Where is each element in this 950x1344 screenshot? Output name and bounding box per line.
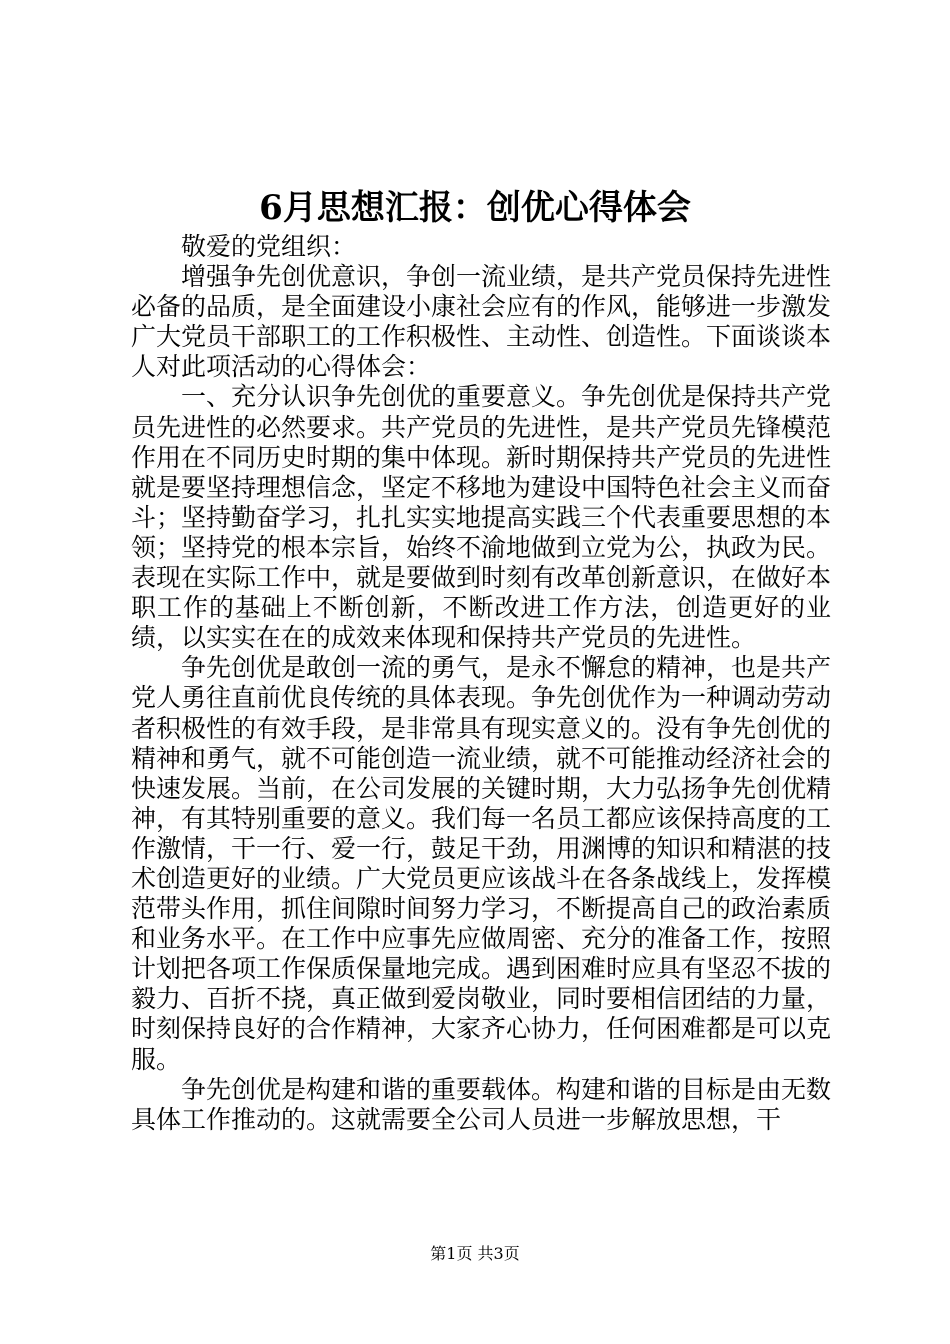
page-footer: 第1页 共3页 — [430, 1244, 520, 1263]
paragraph: 一、充分认识争先创优的重要意义。争先创优是保持共产党员先进性的必然要求。共产党员的先进性，是共产党员先锋模范作用在不同历史时期的集中体现。新时期保持共产党员的先进性就是要坚持理想信念，坚定不移地为建设中国特色社会主义而奋斗；坚持勤奋学习，扎扎实实地提高实践三个代表重要思想的本领；坚持党的根本宗旨，始终不渝地做到立党为公，执政为民。表现在实际工作中，就是要做到时刻有改革创新意识，在做好本职工作的基础上不断创新，不断改进工作方法，创造更好的业绩，以实实在在的成效来体现和保持共产党员的先进性。 — [131, 382, 832, 653]
salutation: 敬爱的党组织： — [181, 232, 357, 261]
document-title: 6月思想汇报：创优心得体会 — [259, 188, 691, 228]
paragraph: 增强争先创优意识，争创一流业绩，是共产党员保持先进性必备的品质，是全面建设小康社会应有的作风，能够进一步激发广大党员干部职工的工作积极性、主动性、创造性。下面谈谈本人对此项活动的心得体会： — [131, 262, 832, 382]
paragraph: 争先创优是敢创一流的勇气，是永不懈怠的精神，也是共产党人勇往直前优良传统的具体表现。争先创优作为一种调动劳动者积极性的有效手段，是非常具有现实意义的。没有争先创优的精神和勇气，就不可能创造一流业绩，就不可能推动经济社会的快速发展。当前，在公司发展的关键时期，大力弘扬争先创优精神，有其特别重要的意义。我们每一名员工都应该保持高度的工作激情，干一行、爱一行，鼓足干劲，用渊博的知识和精湛的技术创造更好的业绩。广大党员更应该战斗在各条战线上，发挥模范带头作用，抓住间隙时间努力学习，不断提高自己的政治素质和业务水平。在工作中应事先应做周密、充分的准备工作，按照计划把各项工作保质保量地完成。遇到困难时应具有坚忍不拔的毅力、百折不挠，真正做到爱岗敬业，同时要相信团结的力量，时刻保持良好的合作精神，大家齐心协力，任何困难都是可以克服。 — [131, 653, 832, 1074]
document-body — [131, 232, 831, 1135]
paragraph: 争先创优是构建和谐的重要载体。构建和谐的目标是由无数具体工作推动的。这就需要全公司人员进一步解放思想，干 — [131, 1074, 832, 1134]
